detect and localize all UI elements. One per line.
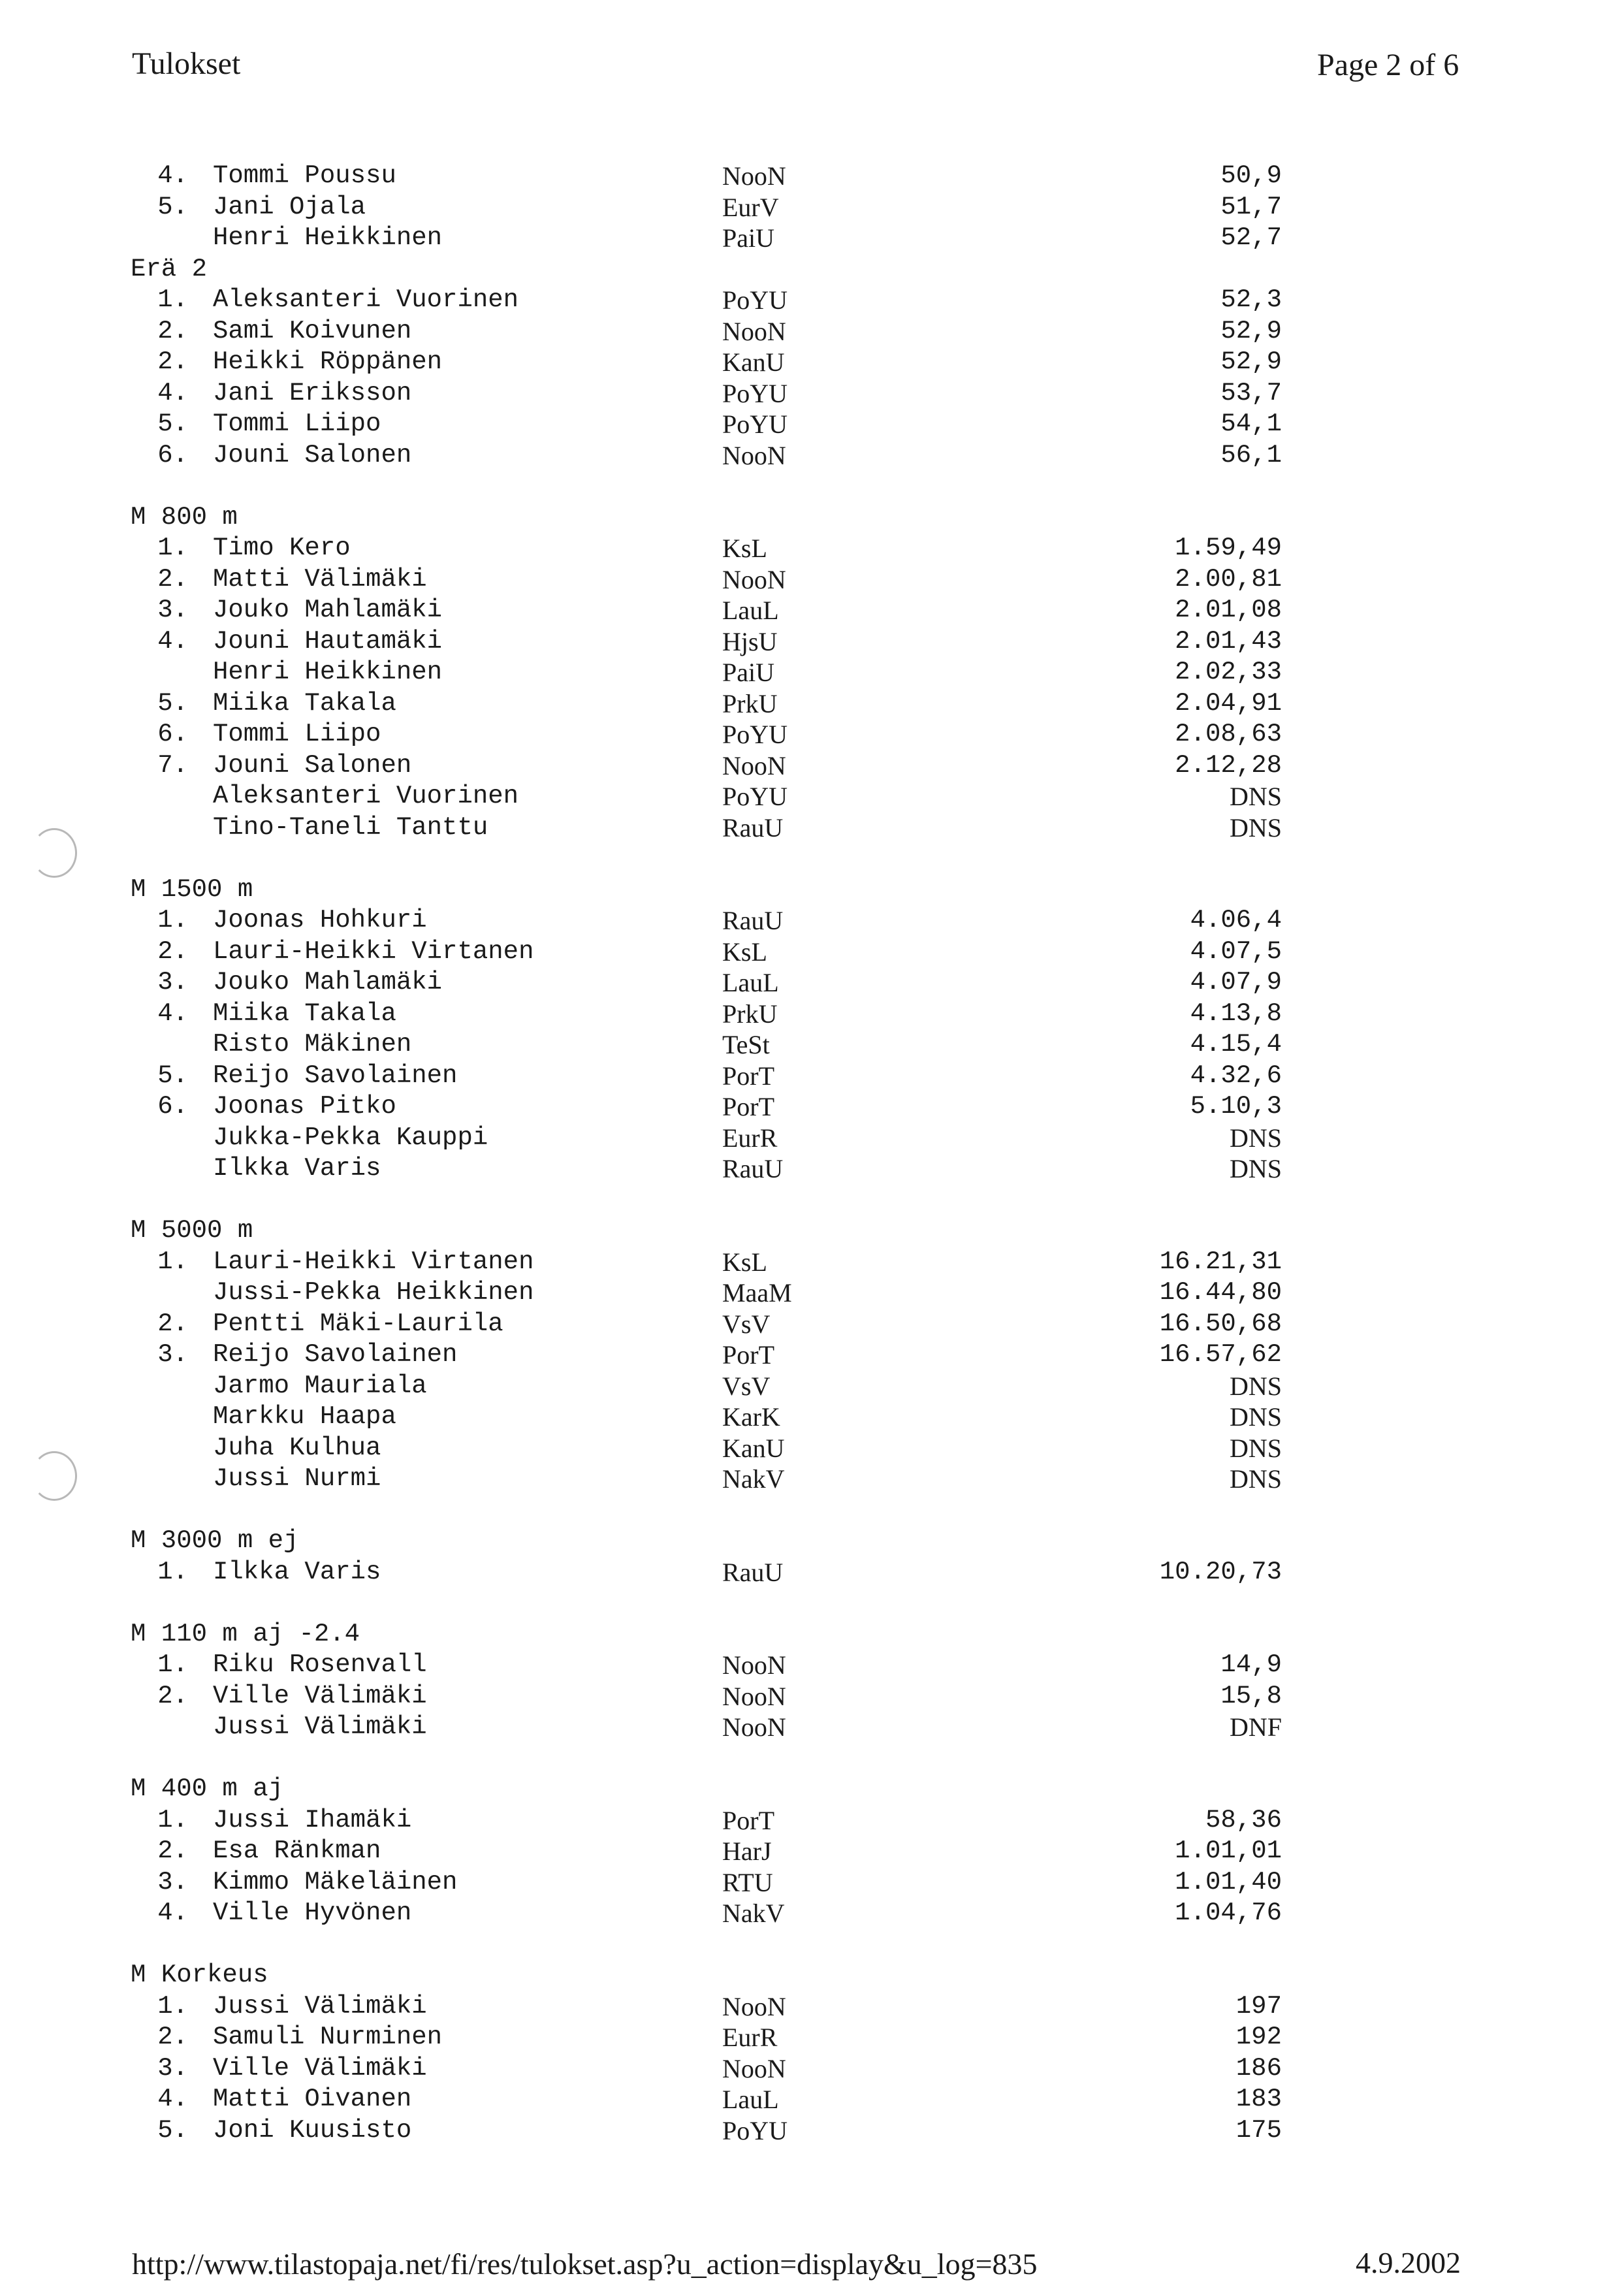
- result-value: DNS: [1229, 1154, 1282, 1183]
- result-row: [129, 999, 1282, 1030]
- result-row: [129, 719, 1282, 750]
- result-row: [129, 688, 1282, 720]
- result-place: 6.: [157, 720, 188, 748]
- result-value: 58,36: [1205, 1805, 1282, 1835]
- result-value: 2.01,43: [1175, 626, 1282, 656]
- result-value: 1.01,01: [1175, 1836, 1282, 1865]
- result-value: 1.59,49: [1175, 534, 1282, 562]
- athlete-name: Jussi Nurmi: [213, 1464, 381, 1493]
- athlete-name: Timo Kero: [213, 534, 351, 562]
- page-number: Page 2 of 6: [1317, 48, 1459, 82]
- athlete-club: NooN: [722, 2053, 786, 2083]
- athlete-name: Reijo Savolainen: [213, 1340, 458, 1369]
- result-row: [129, 1091, 1282, 1123]
- result-place: 2.: [157, 347, 188, 376]
- result-row: [129, 1867, 1282, 1899]
- result-row: [129, 2084, 1282, 2115]
- result-row: [129, 1061, 1282, 1092]
- athlete-name: Matti Oivanen: [213, 2085, 412, 2113]
- result-row: [129, 937, 1282, 968]
- section-spacer: [129, 1185, 1174, 1216]
- result-value: DNF: [1229, 1712, 1282, 1742]
- result-row: [129, 626, 1282, 658]
- event-section: [129, 254, 1282, 472]
- result-place: 3.: [157, 596, 188, 624]
- athlete-club: NooN: [722, 316, 786, 346]
- result-value: 4.07,5: [1190, 937, 1282, 966]
- result-value: 2.02,33: [1175, 658, 1282, 686]
- athlete-club: NooN: [722, 1681, 786, 1711]
- result-row: [129, 409, 1282, 440]
- result-value: 50,9: [1220, 161, 1282, 190]
- athlete-name: Jussi Ihamäki: [213, 1805, 412, 1835]
- athlete-club: PoYU: [722, 378, 788, 408]
- result-value: 54,1: [1220, 409, 1282, 438]
- result-value: 192: [1235, 2023, 1282, 2051]
- event-heading-row: [129, 502, 1174, 534]
- result-value: 2.08,63: [1175, 720, 1282, 748]
- athlete-club: PorT: [722, 1061, 774, 1091]
- result-place: 5.: [157, 1061, 188, 1090]
- result-place: 6.: [157, 1092, 188, 1121]
- result-row: [129, 1464, 1282, 1495]
- athlete-name: Ville Välimäki: [213, 1681, 427, 1710]
- punch-hole-mark: [31, 1451, 77, 1501]
- result-place: 6.: [157, 440, 188, 470]
- event-section: [129, 1588, 1282, 1743]
- result-place: 1.: [157, 1991, 188, 2021]
- event-heading: M 3000 m ej: [131, 1526, 299, 1555]
- section-spacer: [129, 471, 1174, 502]
- event-heading: M 400 m aj: [131, 1774, 284, 1803]
- result-value: 4.07,9: [1190, 968, 1282, 997]
- athlete-club: NooN: [722, 1991, 786, 2021]
- result-value: 175: [1235, 2115, 1282, 2145]
- result-value: DNS: [1229, 1464, 1282, 1494]
- result-row: [129, 657, 1282, 688]
- result-row: [129, 378, 1282, 409]
- event-heading: Erä 2: [131, 254, 208, 283]
- athlete-name: Joonas Pitko: [213, 1092, 396, 1121]
- event-section: [129, 1495, 1282, 1588]
- result-place: 7.: [157, 750, 188, 780]
- punch-hole-mark: [31, 828, 77, 878]
- athlete-club: PoYU: [722, 409, 788, 439]
- result-value: 14,9: [1220, 1650, 1282, 1679]
- athlete-name: Juha Kulhua: [213, 1433, 381, 1462]
- result-place: 1.: [157, 1650, 188, 1679]
- athlete-club: VsV: [722, 1371, 771, 1401]
- result-value: DNS: [1229, 782, 1282, 811]
- athlete-club: EurR: [722, 1123, 778, 1153]
- result-place: 5.: [157, 2115, 188, 2145]
- result-place: 2.: [157, 2023, 188, 2051]
- result-place: 5.: [157, 192, 188, 221]
- result-row: [129, 1898, 1282, 1929]
- athlete-name: Ville Hyvönen: [213, 1899, 412, 1927]
- athlete-name: Jouko Mahlamäki: [213, 968, 443, 997]
- result-row: [129, 1153, 1282, 1185]
- result-value: DNS: [1229, 812, 1282, 842]
- result-place: 4.: [157, 161, 188, 190]
- result-value: 4.15,4: [1190, 1030, 1282, 1059]
- athlete-club: KsL: [722, 937, 767, 967]
- result-place: 1.: [157, 906, 188, 935]
- result-row: [129, 1277, 1282, 1309]
- result-value: 197: [1235, 1991, 1282, 2021]
- athlete-club: PrkU: [722, 999, 778, 1029]
- athlete-club: EurR: [722, 2023, 778, 2052]
- athlete-club: PrkU: [722, 688, 778, 718]
- result-row: [129, 285, 1282, 316]
- athlete-club: NooN: [722, 440, 786, 470]
- athlete-name: Jouni Salonen: [213, 440, 412, 470]
- result-row: [129, 1805, 1282, 1836]
- result-row: [129, 595, 1282, 626]
- event-section: [129, 471, 1282, 843]
- event-heading: M 110 m aj -2.4: [131, 1619, 360, 1648]
- result-place: 3.: [157, 1340, 188, 1369]
- result-row: [129, 223, 1282, 254]
- result-value: 16.44,80: [1159, 1278, 1282, 1307]
- event-heading-row: [129, 1774, 1174, 1805]
- athlete-club: NooN: [722, 161, 786, 191]
- athlete-name: Jussi Välimäki: [213, 1712, 427, 1741]
- athlete-club: EurV: [722, 192, 779, 222]
- section-spacer: [129, 1929, 1174, 1961]
- athlete-name: Tommi Poussu: [213, 161, 396, 190]
- result-place: 2.: [157, 937, 188, 966]
- athlete-name: Jouko Mahlamäki: [213, 596, 443, 624]
- athlete-club: RauU: [722, 812, 784, 842]
- athlete-name: Ville Välimäki: [213, 2053, 427, 2083]
- result-place: 2.: [157, 1836, 188, 1865]
- result-row: [129, 1681, 1282, 1712]
- result-row: [129, 2053, 1282, 2085]
- event-heading: M 800 m: [131, 502, 238, 532]
- athlete-name: Henri Heikkinen: [213, 223, 443, 252]
- result-value: DNS: [1229, 1402, 1282, 1432]
- athlete-name: Jani Ojala: [213, 192, 366, 221]
- result-value: 52,7: [1220, 223, 1282, 252]
- result-place: 4.: [157, 378, 188, 408]
- result-place: 4.: [157, 999, 188, 1028]
- result-value: 183: [1235, 2085, 1282, 2113]
- results-list: [129, 161, 1282, 2146]
- result-value: 5.10,3: [1190, 1092, 1282, 1121]
- result-place: 5.: [157, 688, 188, 718]
- result-value: 52,3: [1220, 285, 1282, 314]
- event-heading: M Korkeus: [131, 1961, 268, 1989]
- athlete-club: RauU: [722, 1154, 784, 1183]
- result-row: [129, 2115, 1282, 2147]
- result-place: 1.: [157, 1247, 188, 1276]
- result-row: [129, 1991, 1282, 2023]
- result-place: 3.: [157, 2053, 188, 2083]
- athlete-name: Tommi Liipo: [213, 720, 381, 748]
- result-row: [129, 1247, 1282, 1278]
- athlete-name: Henri Heikkinen: [213, 658, 443, 686]
- athlete-name: Joonas Hohkuri: [213, 906, 427, 935]
- result-value: 10.20,73: [1159, 1557, 1282, 1586]
- athlete-name: Miika Takala: [213, 688, 396, 718]
- result-row: [129, 1309, 1282, 1340]
- result-value: 4.32,6: [1190, 1061, 1282, 1090]
- athlete-name: Lauri-Heikki Virtanen: [213, 1247, 534, 1276]
- result-place: 2.: [157, 564, 188, 594]
- result-row: [129, 2022, 1282, 2053]
- result-place: 1.: [157, 1557, 188, 1586]
- event-heading-row: [129, 254, 1174, 285]
- result-value: 2.01,08: [1175, 596, 1282, 624]
- athlete-name: Heikki Röppänen: [213, 347, 443, 376]
- athlete-club: RauU: [722, 1557, 784, 1587]
- athlete-name: Aleksanteri Vuorinen: [213, 285, 519, 314]
- result-row: [129, 750, 1282, 782]
- event-heading: M 1500 m: [131, 874, 253, 904]
- athlete-name: Jouni Hautamäki: [213, 626, 443, 656]
- result-row: [129, 1650, 1282, 1681]
- result-row: [129, 1339, 1282, 1371]
- athlete-name: Jussi-Pekka Heikkinen: [213, 1278, 534, 1307]
- result-place: 3.: [157, 1867, 188, 1897]
- athlete-club: NooN: [722, 750, 786, 780]
- athlete-name: Ilkka Varis: [213, 1154, 381, 1183]
- footer-url[interactable]: http://www.tilastopaja.net/fi/res/tulokset.asp?u_action=display&u_log=835: [132, 2247, 1038, 2281]
- athlete-name: Jussi Välimäki: [213, 1991, 427, 2021]
- result-row: [129, 1123, 1282, 1154]
- result-value: 52,9: [1220, 316, 1282, 345]
- result-value: 16.50,68: [1159, 1309, 1282, 1338]
- result-row: [129, 1371, 1282, 1402]
- result-row: [129, 905, 1282, 937]
- result-value: DNS: [1229, 1123, 1282, 1153]
- result-value: 4.06,4: [1190, 906, 1282, 935]
- result-place: 4.: [157, 626, 188, 656]
- result-row: [129, 192, 1282, 223]
- athlete-name: Lauri-Heikki Virtanen: [213, 937, 534, 966]
- athlete-name: Ilkka Varis: [213, 1557, 381, 1586]
- result-place: 2.: [157, 1681, 188, 1710]
- result-row: [129, 1402, 1282, 1433]
- result-value: DNS: [1229, 1371, 1282, 1401]
- athlete-name: Riku Rosenvall: [213, 1650, 427, 1679]
- section-spacer: [129, 1743, 1174, 1774]
- result-row: [129, 1433, 1282, 1464]
- result-place: 2.: [157, 316, 188, 345]
- result-row: [129, 347, 1282, 378]
- result-value: 15,8: [1220, 1681, 1282, 1710]
- athlete-name: Aleksanteri Vuorinen: [213, 782, 519, 810]
- athlete-club: PorT: [722, 1805, 774, 1835]
- page-header-title: Tulokset: [132, 46, 241, 81]
- event-section: [129, 1743, 1282, 1929]
- result-row: [129, 316, 1282, 347]
- athlete-name: Markku Haapa: [213, 1402, 396, 1431]
- result-value: 186: [1235, 2053, 1282, 2083]
- event-heading-row: [129, 1215, 1174, 1247]
- athlete-club: NakV: [722, 1899, 785, 1928]
- result-place: 2.: [157, 1309, 188, 1338]
- event-section: [129, 1929, 1282, 2147]
- athlete-name: Matti Välimäki: [213, 564, 427, 594]
- event-heading-row: [129, 1526, 1174, 1557]
- athlete-club: KarK: [722, 1402, 780, 1432]
- result-value: 2.04,91: [1175, 688, 1282, 718]
- section-spacer: [129, 1495, 1174, 1526]
- event-section: [129, 161, 1282, 254]
- result-row: [129, 1029, 1282, 1061]
- athlete-name: Sami Koivunen: [213, 316, 412, 345]
- athlete-club: PoYU: [722, 782, 788, 811]
- athlete-club: KsL: [722, 534, 767, 563]
- athlete-name: Joni Kuusisto: [213, 2115, 412, 2145]
- athlete-club: KsL: [722, 1247, 767, 1277]
- athlete-club: LauL: [722, 596, 779, 625]
- event-heading: M 5000 m: [131, 1216, 253, 1245]
- result-place: 3.: [157, 968, 188, 997]
- result-row: [129, 533, 1282, 564]
- result-place: 1.: [157, 285, 188, 314]
- athlete-name: Miika Takala: [213, 999, 396, 1028]
- athlete-name: Jani Eriksson: [213, 378, 412, 408]
- result-row: [129, 440, 1282, 472]
- athlete-club: RauU: [722, 906, 784, 935]
- footer-date: 4.9.2002: [1356, 2246, 1461, 2279]
- athlete-name: Kimmo Mäkeläinen: [213, 1867, 458, 1897]
- result-value: 2.00,81: [1175, 564, 1282, 594]
- athlete-club: NooN: [722, 564, 786, 594]
- result-row: [129, 781, 1282, 812]
- athlete-club: PorT: [722, 1092, 774, 1121]
- result-value: 53,7: [1220, 378, 1282, 408]
- result-value: 16.21,31: [1159, 1247, 1282, 1276]
- result-value: 1.01,40: [1175, 1867, 1282, 1897]
- athlete-name: Esa Ränkman: [213, 1836, 381, 1865]
- section-spacer: [129, 1588, 1174, 1619]
- athlete-club: MaaM: [722, 1278, 792, 1307]
- athlete-name: Tino-Taneli Tanttu: [213, 812, 488, 842]
- result-row: [129, 1557, 1282, 1588]
- athlete-club: NakV: [722, 1464, 785, 1494]
- athlete-name: Jukka-Pekka Kauppi: [213, 1123, 488, 1152]
- result-row: [129, 967, 1282, 999]
- result-value: 1.04,76: [1175, 1899, 1282, 1927]
- athlete-club: LauL: [722, 968, 779, 997]
- athlete-name: Jouni Salonen: [213, 750, 412, 780]
- athlete-club: HjsU: [722, 626, 778, 656]
- athlete-club: PoYU: [722, 285, 788, 315]
- athlete-club: PoYU: [722, 2115, 788, 2145]
- athlete-club: KanU: [722, 1433, 785, 1463]
- result-place: 4.: [157, 1899, 188, 1927]
- result-row: [129, 1712, 1282, 1743]
- result-row: [129, 564, 1282, 596]
- athlete-club: NooN: [722, 1650, 786, 1680]
- result-row: [129, 812, 1282, 844]
- athlete-club: VsV: [722, 1309, 771, 1339]
- athlete-club: TeSt: [722, 1030, 770, 1059]
- athlete-club: RTU: [722, 1867, 773, 1897]
- athlete-club: HarJ: [722, 1836, 772, 1866]
- result-value: 52,9: [1220, 347, 1282, 376]
- result-value: 2.12,28: [1175, 750, 1282, 780]
- result-place: 1.: [157, 534, 188, 562]
- athlete-club: PaiU: [722, 658, 774, 687]
- result-place: 5.: [157, 409, 188, 438]
- athlete-name: Samuli Nurminen: [213, 2023, 443, 2051]
- event-section: [129, 843, 1282, 1185]
- athlete-club: PoYU: [722, 720, 788, 749]
- athlete-club: NooN: [722, 1712, 786, 1742]
- athlete-name: Risto Mäkinen: [213, 1030, 412, 1059]
- event-heading-row: [129, 1960, 1174, 1991]
- event-section: [129, 1185, 1282, 1495]
- result-place: 1.: [157, 1805, 188, 1835]
- athlete-club: PaiU: [722, 223, 774, 253]
- section-spacer: [129, 843, 1174, 874]
- result-value: 51,7: [1220, 192, 1282, 221]
- result-row: [129, 161, 1282, 192]
- event-heading-row: [129, 874, 1174, 906]
- result-value: 16.57,62: [1159, 1340, 1282, 1369]
- result-value: 4.13,8: [1190, 999, 1282, 1028]
- result-row: [129, 1836, 1282, 1867]
- result-place: 4.: [157, 2085, 188, 2113]
- event-heading-row: [129, 1619, 1174, 1650]
- athlete-name: Jarmo Mauriala: [213, 1371, 427, 1400]
- athlete-club: PorT: [722, 1340, 774, 1370]
- athlete-club: KanU: [722, 347, 785, 377]
- athlete-name: Tommi Liipo: [213, 409, 381, 438]
- result-value: 56,1: [1220, 440, 1282, 470]
- athlete-club: LauL: [722, 2085, 779, 2114]
- athlete-name: Pentti Mäki-Laurila: [213, 1309, 503, 1338]
- result-value: DNS: [1229, 1433, 1282, 1463]
- athlete-name: Reijo Savolainen: [213, 1061, 458, 1090]
